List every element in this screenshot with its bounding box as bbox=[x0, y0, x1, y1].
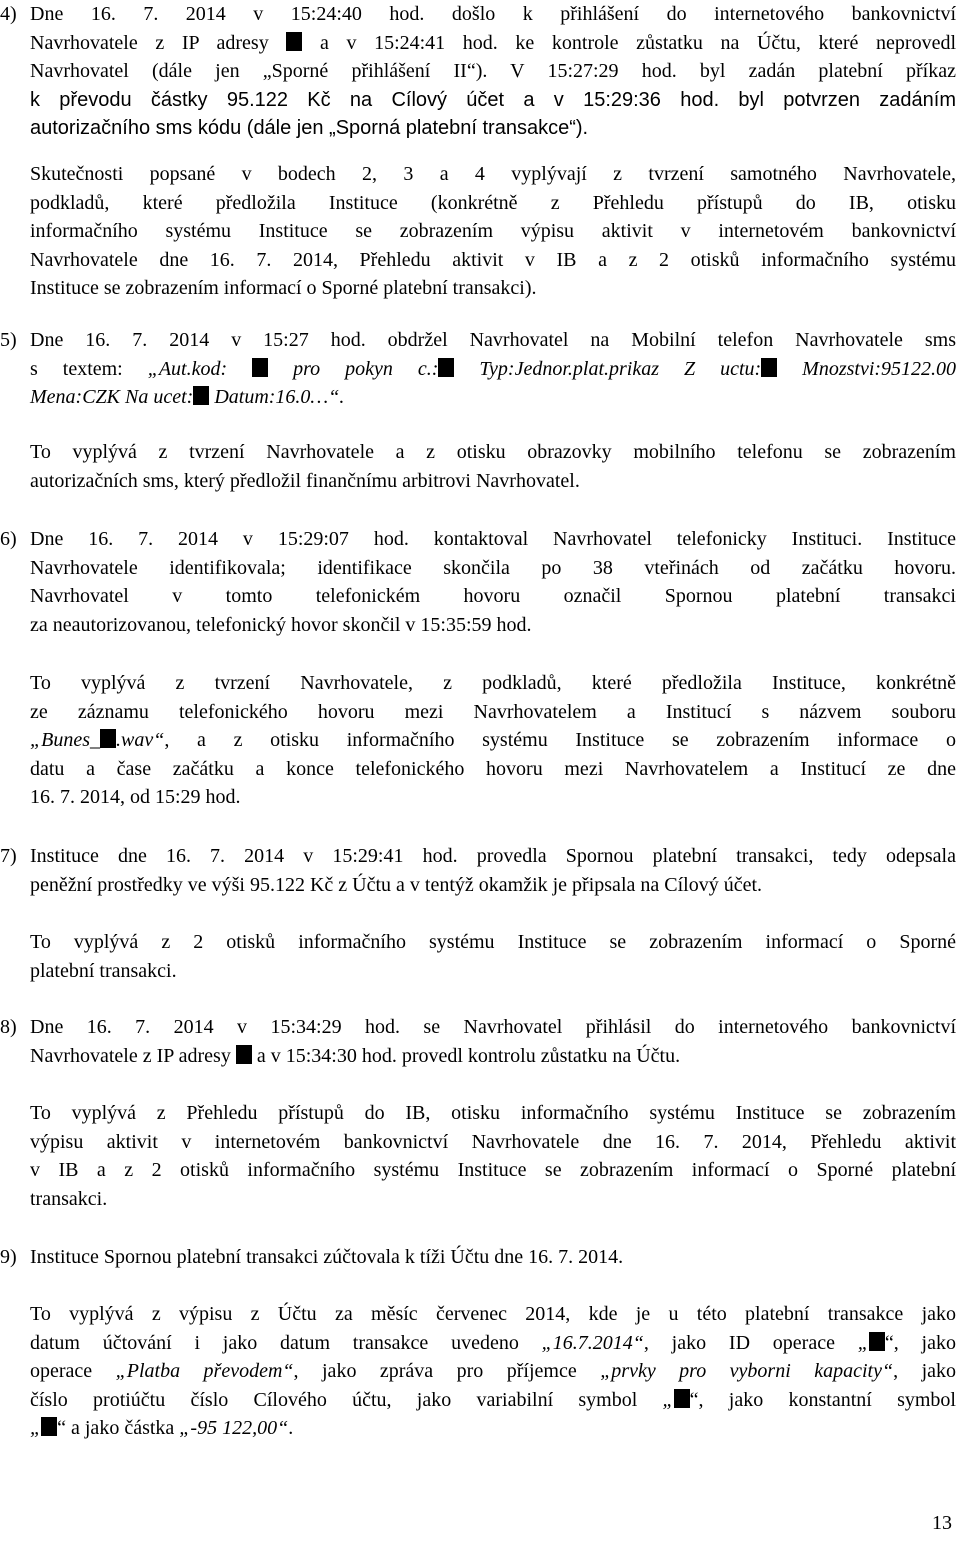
text-line: To vyplývá z Přehledu přístupů do IB, otisku informačního systému Instituce se zobrazením bbox=[30, 1102, 956, 1124]
text-line: autorizačního sms kódu (dále jen „Sporná platební transakce“). bbox=[30, 117, 589, 140]
quote-mark: „ bbox=[30, 1417, 42, 1440]
text-line bbox=[30, 726, 956, 755]
text-line: Dne 16. 7. 2014 v 15:27 hod. obdržel Navrhovatel na Mobilní telefon Navrhovatele sms bbox=[30, 329, 956, 351]
text-line: To vyplývá z 2 otisků informačního systému Instituce se zobrazením informací o Sporné bbox=[30, 931, 956, 953]
text-line bbox=[30, 355, 956, 384]
redaction-box bbox=[252, 358, 268, 377]
text-line: v IB a z 2 otisků informačního systému Instituce se zobrazením informací o Sporné platební bbox=[30, 1159, 956, 1182]
text-line: To vyplývá z tvrzení Navrhovatele, z podkladů, které předložila Instituce, konkrétně bbox=[30, 672, 956, 694]
paragraph-source-6 bbox=[30, 1300, 956, 1443]
point-8 bbox=[0, 1013, 956, 1070]
point-number: 6) bbox=[0, 528, 17, 550]
text: s textem: bbox=[30, 357, 148, 380]
redaction-box bbox=[674, 1389, 690, 1408]
text: a v 15:34:30 hod. provedl kontrolu zůstatku na Účtu. bbox=[256, 1044, 681, 1067]
point-9 bbox=[0, 1243, 956, 1272]
text-line: za neautorizovanou, telefonický hovor skončil v 15:35:59 hod. bbox=[30, 613, 532, 636]
text-line: ze záznamu telefonického hovoru mezi Navrhovatelem a Institucí s názvem souboru bbox=[30, 700, 956, 723]
text-line: Instituce dne 16. 7. 2014 v 15:29:41 hod. provedla Spornou platební transakci, tedy odepsala bbox=[30, 845, 956, 867]
paragraph-source-3 bbox=[30, 669, 956, 812]
text-line bbox=[30, 29, 956, 58]
text-line: Skutečnosti popsané v bodech 2, 3 a 4 vyplývají z tvrzení samotného Navrhovatele, bbox=[30, 163, 956, 185]
text-line bbox=[30, 1042, 956, 1071]
text-line: Navrhovatel (dále jen „Sporné přihlášení II“). V 15:27:29 hod. byl zadán platební příkaz bbox=[30, 60, 956, 83]
redaction-box bbox=[41, 1417, 57, 1436]
point-6 bbox=[0, 525, 956, 639]
point-number: 4) bbox=[0, 3, 17, 25]
paragraph-source-4 bbox=[30, 928, 956, 985]
sms-text: Typ:Jednor.plat.prikaz Z uctu: bbox=[479, 357, 762, 380]
text: číslo protiúčtu číslo Cílového účtu, jako variabilní symbol bbox=[30, 1388, 663, 1411]
text-line bbox=[30, 1414, 956, 1443]
point-4 bbox=[0, 0, 957, 143]
text-line: Instituce se zobrazením informací o Sporné platební transakci). bbox=[30, 277, 537, 300]
point-7 bbox=[0, 842, 956, 899]
date-text: „16.7.2014“ bbox=[541, 1331, 644, 1354]
text-line: Dne 16. 7. 2014 v 15:24:40 hod. došlo k přihlášení do internetového bankovnictví bbox=[30, 3, 956, 25]
filename-text: .wav“ bbox=[116, 729, 165, 752]
filename-text: „Bunes_ bbox=[30, 729, 100, 752]
message-text: „prvky pro vyborni kapacity“ bbox=[600, 1360, 894, 1383]
text-line: To vyplývá z tvrzení Navrhovatele a z otisku obrazovky mobilního telefonu se zobrazením bbox=[30, 441, 956, 463]
text: “, jako konstantní symbol bbox=[689, 1388, 956, 1411]
paragraph-source-5 bbox=[30, 1099, 956, 1213]
text-line: Navrhovatele dne 16. 7. 2014, Přehledu aktivit v IB a z 2 otisků informačního systému bbox=[30, 248, 956, 271]
text-line: podkladů, které předložila Instituce (konkrétně z Přehledu přístupů do IB, otisku bbox=[30, 191, 956, 214]
paragraph-source-1 bbox=[30, 160, 956, 303]
point-number: 5) bbox=[0, 329, 17, 351]
redaction-box bbox=[761, 358, 777, 377]
point-number: 9) bbox=[0, 1246, 17, 1268]
text-line: výpisu aktivit v internetovém bankovnictví Navrhovatele dne 16. 7. 2014, Přehledu aktivit bbox=[30, 1130, 956, 1153]
text-line: peněžní prostředky ve výši 95.122 Kč z Účtu a v tentýž okamžik je připsala na Cílový účet. bbox=[30, 873, 763, 896]
operation-text: „Platba převodem“ bbox=[115, 1360, 294, 1383]
point-number: 7) bbox=[0, 845, 17, 867]
paragraph-source-2 bbox=[30, 438, 956, 495]
quote-mark: „ bbox=[857, 1331, 869, 1354]
redaction-box bbox=[286, 32, 302, 51]
text-line: Navrhovatel v tomto telefonickém hovoru označil Spornou platební transakci bbox=[30, 585, 956, 608]
text: , a z otisku informačního systému Instituce se zobrazením informace o bbox=[164, 729, 956, 752]
text: “ a jako částka bbox=[57, 1417, 180, 1440]
text-line: Navrhovatele identifikovala; identifikace skončila po 38 vteřinách od začátku hovoru. bbox=[30, 556, 956, 579]
text-line: datu a čase začátku a konce telefonického hovoru mezi Navrhovatelem a Institucí ze dne bbox=[30, 757, 956, 780]
text-line: transakci. bbox=[30, 1187, 108, 1210]
text-line: 16. 7. 2014, od 15:29 hod. bbox=[30, 786, 241, 809]
redaction-box bbox=[438, 358, 454, 377]
text: , jako zpráva pro příjemce bbox=[293, 1360, 601, 1383]
sms-text: Datum:16.0…“. bbox=[214, 386, 345, 409]
text-line: Dne 16. 7. 2014 v 15:29:07 hod. kontaktoval Navrhovatel telefonicky Instituci. Instituce bbox=[30, 528, 956, 550]
quote-mark: „ bbox=[662, 1388, 674, 1411]
text: Navrhovatele z IP adresy bbox=[30, 31, 269, 54]
sms-text: Mena:CZK Na ucet: bbox=[30, 386, 194, 409]
text-line bbox=[30, 383, 956, 412]
text-line: informačního systému Instituce se zobrazením výpisu aktivit v internetovém bankovnictví bbox=[30, 220, 956, 243]
text-line: autorizačních sms, který předložil finančnímu arbitrovi Navrhovatel. bbox=[30, 469, 580, 492]
text: , jako bbox=[893, 1360, 957, 1383]
text: a v 15:24:41 hod. ke kontrole zůstatku na Účtu, které neprovedl bbox=[319, 31, 957, 54]
sms-text: „Aut.kod: bbox=[147, 357, 228, 380]
text: , jako ID operace bbox=[643, 1331, 858, 1354]
redaction-box bbox=[100, 729, 116, 748]
text-line: Dne 16. 7. 2014 v 15:34:29 hod. se Navrhovatel přihlásil do internetového bankovnictví bbox=[30, 1016, 956, 1038]
text-line: platební transakci. bbox=[30, 959, 177, 982]
amount-text: „-95 122,00“ bbox=[179, 1417, 289, 1440]
redaction-box bbox=[193, 386, 209, 405]
text: . bbox=[288, 1417, 294, 1440]
text: Navrhovatele z IP adresy bbox=[30, 1044, 231, 1067]
page-number: 13 bbox=[932, 1512, 952, 1534]
point-5 bbox=[0, 326, 957, 412]
sms-text: pro pokyn c.: bbox=[293, 357, 439, 380]
text-line: Instituce Spornou platební transakci zúčtovala k tíži Účtu dne 16. 7. 2014. bbox=[30, 1246, 624, 1268]
text-line: k převodu částky 95.122 Kč na Cílový účet a v 15:29:36 hod. byl potvrzen zadáním bbox=[30, 88, 956, 111]
text: “, jako bbox=[884, 1331, 956, 1354]
sms-text: Mnozstvi:95122.00 bbox=[802, 357, 957, 380]
text: datum účtování i jako datum transakce uvedeno bbox=[30, 1331, 542, 1354]
text-line bbox=[30, 1357, 956, 1386]
text-line bbox=[30, 1329, 956, 1358]
text-line: To vyplývá z výpisu z Účtu za měsíc červenec 2014, kde je u této platební transakce jako bbox=[30, 1303, 956, 1325]
point-number: 8) bbox=[0, 1016, 17, 1038]
text: operace bbox=[30, 1360, 116, 1383]
redaction-box bbox=[236, 1045, 252, 1064]
redaction-box bbox=[869, 1332, 885, 1351]
text-line bbox=[30, 1386, 956, 1415]
